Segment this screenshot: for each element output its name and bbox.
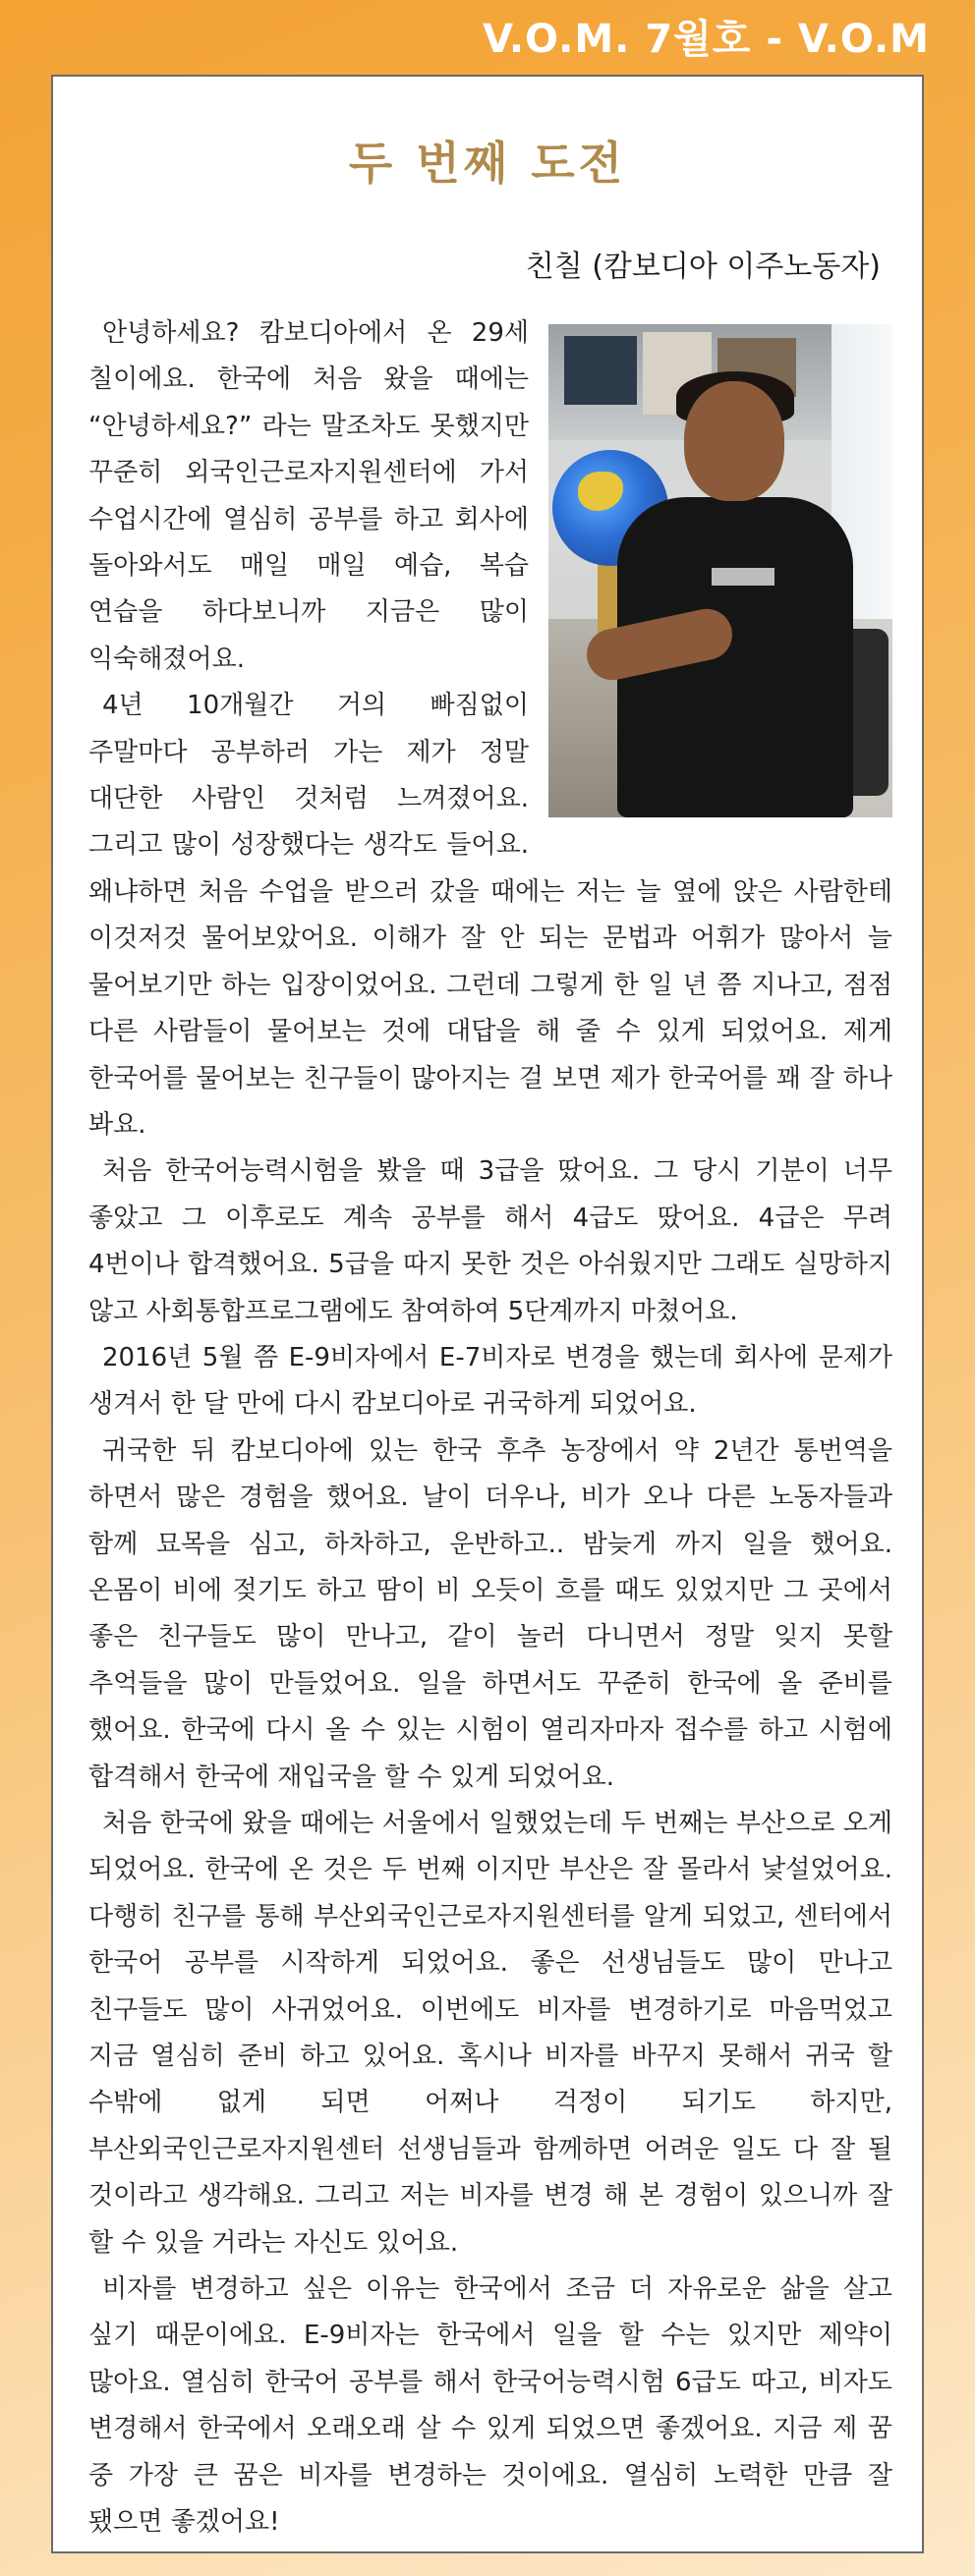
paragraph-6: 처음 한국에 왔을 때에는 서울에서 일했었는데 두 번째는 부산으로 오게 되었어요. 한국에 온 것은 두 번째 이지만 부산은 잘 몰라서 낯설었어요. 다행히 친구를 통해 부산외국인근로자지원센터를 알게 되었고, 센터에서 한국어 공부를 시작하게 되었어요. 좋은 선생님들도 많이 만나고 친구들도 많이 사귀었어요. 이번에도 비자를 변경하기로 마음먹었고 지금 열심히 준비 하고 있어요. 혹시나 비자를 바꾸지 못해서 귀국 할 수밖에 없게 되면 어쩌나 걱정이 되기도 하지만, 부산외국인근로자지원센터 선생님들과 함께하면 어려운 일도 다 잘 될 것이라고 생각해요. 그리고 저는 비자를 변경 해 본 경험이 있으니까 잘 할 수 있을 거라는 자신도 있어요. — [88, 1809, 892, 2258]
paragraph-1: 안녕하세요? 캄보디아에서 온 29세 칠이에요. 한국에 처음 왔을 때에는 “안녕하세요?” 라는 말조차도 못했지만 꾸준히 외국인근로자지원센터에 가서 수업시간에 열심히 공부를 하고 회사에 돌아와서도 매일 매일 예습, 복습 연습을 하다보니까 지금은 많이 익숙해졌어요. — [88, 318, 529, 674]
paragraph-5: 귀국한 뒤 캄보디아에 있는 한국 후추 농장에서 약 2년간 통번역을 하면서 많은 경험을 했어요. 날이 더우나, 비가 오나 다른 노동자들과 함께 묘목을 심고, 하차하고, 운반하고.. 밤늦게 까지 일을 했어요. 온몸이 비에 젖기도 하고 땀이 비 오듯이 흐를 때도 있었지만 그 곳에서 좋은 친구들도 많이 만나고, 같이 놀러 다니면서 정말 잊지 못할 추억들을 많이 만들었어요. 일을 하면서도 꾸준히 한국에 올 준비를 했어요. 한국에 다시 올 수 있는 시험이 열리자마자 접수를 하고 시험에 합격해서 한국에 재입국을 할 수 있게 되었어요. — [88, 1435, 892, 1792]
issue-header: V.O.M. 7월호 - V.O.M — [483, 17, 930, 62]
article-body — [88, 310, 892, 2547]
photo-poster — [564, 336, 637, 405]
paragraph-3: 처음 한국어능력시험을 봤을 때 3급을 땄어요. 그 당시 기분이 너무 좋았고 그 이후로도 계속 공부를 해서 4급도 땄어요. 4급은 무려 4번이나 합격했어요. 5급을 따지 못한 것은 아쉬웠지만 그래도 실망하지 않고 사회통합프로그램에도 참여하여 5단계까지 마쳤어요. — [88, 1156, 892, 1326]
paragraph-2: 4년 10개월간 거의 빠짐없이 주말마다 공부하러 가는 제가 정말 대단한 사람인 것처럼 느껴졌어요. 그리고 많이 성장했다는 생각도 들어요. 왜냐하면 처음 수업을 받으러 갔을 때에는 저는 늘 옆에 앉은 사람한테 이것저것 물어보았어요. 이해가 잘 안 되는 문법과 어휘가 많아서 늘 물어보기만 하는 입장이었어요. 그런데 그렇게 한 일 년 쯤 지나고, 점점 다른 사람들이 물어보는 것에 대답을 해 줄 수 있게 되었어요. 제게 한국어를 물어보는 친구들이 많아지는 걸 보면 제가 한국어를 꽤 잘 하나 봐요. — [88, 691, 892, 1140]
photo-person-head — [684, 381, 784, 501]
article-title: 두 번째 도전 — [348, 137, 627, 190]
article-panel — [51, 75, 924, 2553]
photo-shirt-print — [712, 568, 774, 586]
paragraph-4: 2016년 5월 쯤 E-9비자에서 E-7비자로 변경을 했는데 회사에 문제가 생겨서 한 달 만에 다시 캄보디아로 귀국하게 되었어요. — [88, 1342, 892, 1420]
paragraph-7: 비자를 변경하고 싶은 이유는 한국에서 조금 더 자유로운 삶을 살고 싶기 때문이에요. E-9비자는 한국에서 일을 할 수는 있지만 제약이 많아요. 열심히 한국어 공부를 해서 한국어능력시험 6급도 따고, 비자도 변경해서 한국에서 오래오래 살 수 있게 되었으면 좋겠어요. 지금 제 꿈 중 가장 큰 꿈은 비자를 변경하는 것이에요. 열심히 노력한 만큼 잘 됐으면 좋겠어요! — [88, 2274, 892, 2538]
author-photo — [548, 324, 892, 817]
article-author: 친칠 (캄보디아 이주노동자) — [525, 250, 881, 284]
